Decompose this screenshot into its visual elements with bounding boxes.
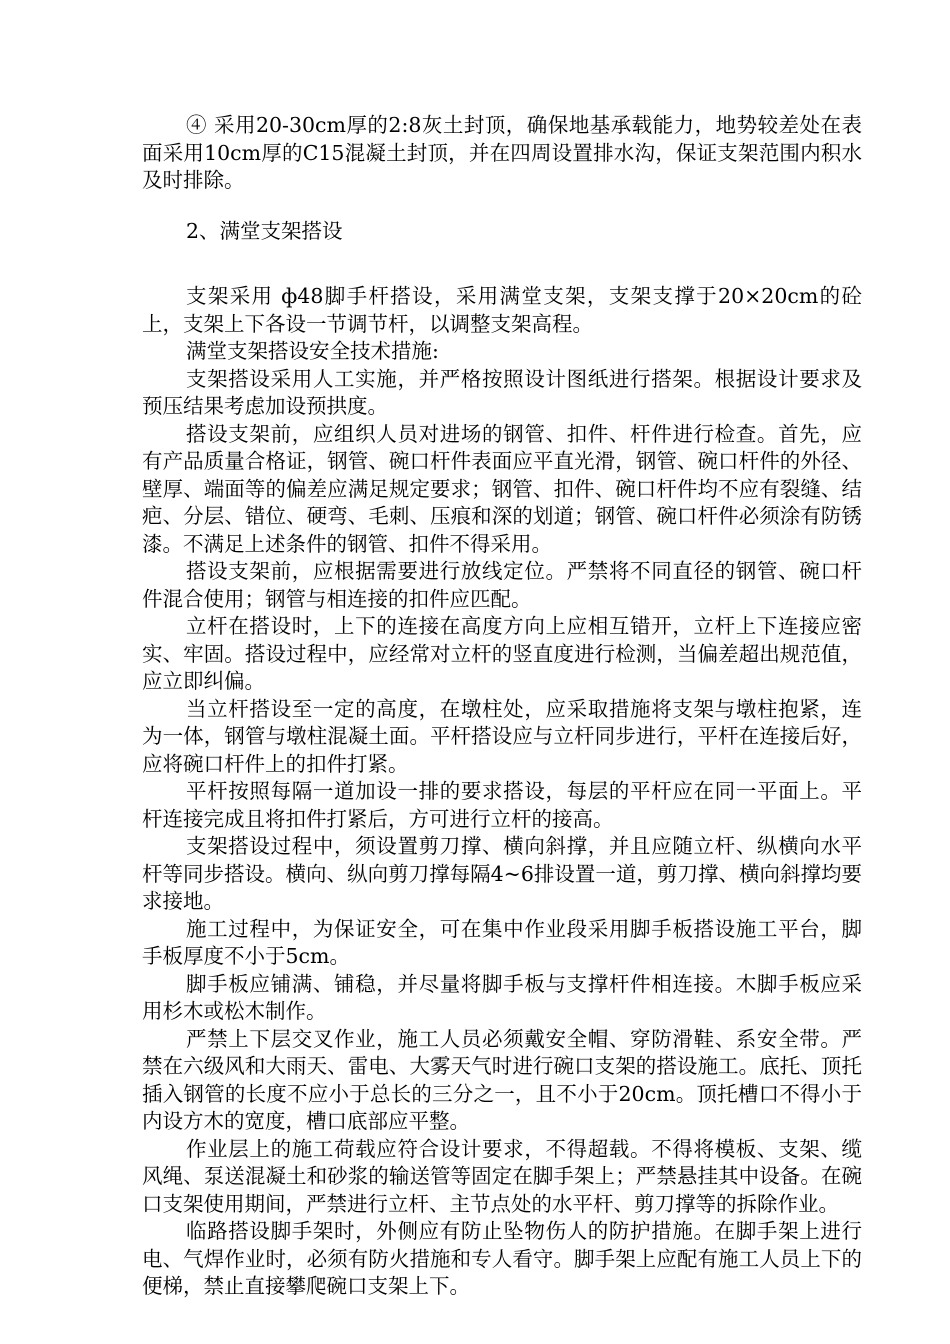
- paragraph-work-platform: 施工过程中，为保证安全，可在集中作业段采用脚手板搭设施工平台，脚手板厚度不小于5cm。: [142, 916, 862, 968]
- paragraph-vertical-pole-connection: 立杆在搭设时，上下的连接在高度方向上应相互错开，立杆上下连接应密实、牢固。搭设过程中，应经常对立杆的竖直度进行检测，当偏差超出规范值，应立即纠偏。: [142, 614, 862, 693]
- paragraph-scaffold-boards: 脚手板应铺满、铺稳，并尽量将脚手板与支撑杆件相连接。木脚手板应采用杉木或松木制作。: [142, 971, 862, 1023]
- paragraph-safety-measures-title: 满堂支架搭设安全技术措施:: [186, 339, 439, 363]
- paragraph-cross-operation-ban: 严禁上下层交叉作业，施工人员必须戴安全帽、穿防滑鞋、系安全带。严禁在六级风和大雨天、雷电、大雾天气时进行碗口支架的搭设施工。底托、顶托插入钢管的长度不应小于总长的三分之一，且不小于20cm。顶托槽口不得小于内设方木的宽度，槽口底部应平整。: [142, 1026, 862, 1133]
- paragraph-construction-load: 作业层上的施工荷载应符合设计要求，不得超载。不得将模板、支架、缆风绳、泵送混凝土和砂浆的输送管等固定在脚手架上；严禁悬挂其中设备。在碗口支架使用期间，严禁进行立杆、主节点处的水平杆、剪刀撑等的拆除作业。: [142, 1136, 862, 1216]
- paragraph-horizontal-bars: 平杆按照每隔一道加设一排的要求搭设，每层的平杆应在同一平面上。平杆连接完成且将扣件打紧后，方可进行立杆的接高。: [142, 779, 862, 831]
- paragraph-material-inspection: 搭设支架前，应组织人员对进场的钢管、扣件、杆件进行检查。首先，应有产品质量合格证，钢管、碗口杆件表面应平直光滑，钢管、碗口杆件的外径、壁厚、端面等的偏差应满足规定要求；钢管、扣件、碗口杆件均不应有裂缝、结疤、分层、错位、硬弯、毛刺、压痕和深的划道；钢管、碗口杆件必须涂有防锈漆。不满足上述条件的钢管、扣件不得采用。: [142, 421, 862, 556]
- paragraph-pier-column-clamping: 当立杆搭设至一定的高度，在墩柱处，应采取措施将支架与墩柱抱紧，连为一体，钢管与墩柱混凝土面。平杆搭设应与立杆同步进行，平杆在连接后好，应将碗口杆件上的扣件打紧。: [142, 696, 862, 776]
- paragraph-cross-bracing: 支架搭设过程中，须设置剪刀撑、横向斜撑，并且应随立杆、纵横向水平杆等同步搭设。横向、纵向剪刀撑每隔4~6排设置一道，剪刀撑、横向斜撑均要求接地。: [142, 834, 862, 913]
- section-heading-full-support: 2、满堂支架搭设: [186, 218, 343, 243]
- paragraph-support-overview: 支架采用 ф48脚手杆搭设，采用满堂支架，支架支撑于20×20cm的砼上，支架上下各设一节调节杆，以调整支架高程。: [142, 284, 862, 336]
- paragraph-roadside-protection: 临路搭设脚手架时，外侧应有防止坠物伤人的防护措施。在脚手架上进行电、气焊作业时，必须有防火措施和专人看守。脚手架上应配有施工人员上下的便梯，禁止直接攀爬碗口支架上下。: [142, 1219, 862, 1298]
- document-page: [142, 112, 862, 1301]
- paragraph-manual-erection: 支架搭设采用人工实施，并严格按照设计图纸进行搭架。根据设计要求及预压结果考虑加设预拱度。: [142, 366, 862, 418]
- paragraph-foundation-sealing: ④ 采用20-30cm厚的2:8灰土封顶，确保地基承载能力，地势较差处在表面采用10cm厚的C15混凝土封顶，并在四周设置排水沟，保证支架范围内积水及时排除。: [142, 113, 862, 192]
- paragraph-layout-positioning: 搭设支架前，应根据需要进行放线定位。严禁将不同直径的钢管、碗口杆件混合使用；钢管与相连接的扣件应匹配。: [142, 559, 862, 611]
